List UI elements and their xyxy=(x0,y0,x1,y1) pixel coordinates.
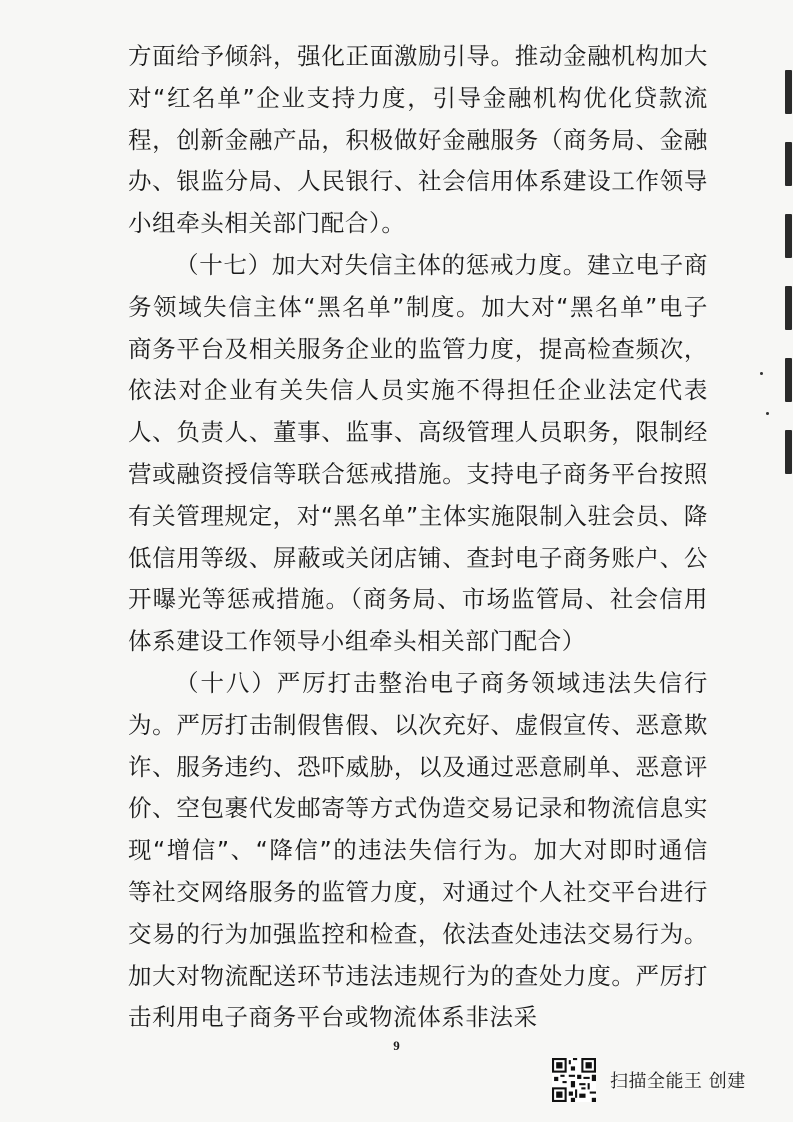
paragraph-3: （十八）严厉打击整治电子商务领域违法失信行为。严厉打击制假售假、以次充好、虚假宣传、恶意欺诈、服务违约、恐吓威胁，以及通过恶意刷单、恶意评价、空包裹代发邮寄等方式伪造交易记录和物流信息实现“增信”、“降信”的违法失信行为。加大对即时通信等社交网络服务的监管力度，对通过个人社交平台进行交易的行为加强监控和检查，依法查处违法交易行为。加大对物流配送环节违法违规行为的查处力度。严厉打击利用电子商务平台或物流体系非法采 xyxy=(128,668,708,1032)
paragraph-2: （十七）加大对失信主体的惩戒力度。建立电子商务领域失信主体“黑名单”制度。加大对“黑名单”电子商务平台及相关服务企业的监管力度，提高检查频次，依法对企业有关失信人员实施不得担任企业法定代表人、负责人、董事、监事、高级管理人员职务，限制经营或融资授信等联合惩戒措施。支持电子商务平台按照有关管理规定，对“黑名单”主体实施限制入驻会员、降低信用等级、屏蔽或关闭店铺、查封电子商务账户、公开曝光等惩戒措施。（商务局、市场监管局、社会信用体系建设工作领导小组牵头相关部门配合） xyxy=(128,250,708,656)
scan-speck xyxy=(760,372,763,375)
paragraph-1: 方面给予倾斜，强化正面激励引导。推动金融机构加大对“红名单”企业支持力度，引导金融机构优化贷款流程，创新金融产品，积极做好金融服务（商务局、金融办、银监分局、人民银行、社会信用体系建设工作领导小组牵头相关部门配合）。 xyxy=(128,42,708,238)
document-body xyxy=(128,36,708,1039)
page-number: 9 xyxy=(393,1038,400,1053)
scan-edge-marks xyxy=(785,70,793,490)
qr-code-icon xyxy=(552,1058,596,1102)
scanner-watermark xyxy=(552,1058,746,1102)
scan-speck xyxy=(766,412,769,415)
scanner-app-label: 扫描全能王 创建 xyxy=(610,1071,746,1092)
